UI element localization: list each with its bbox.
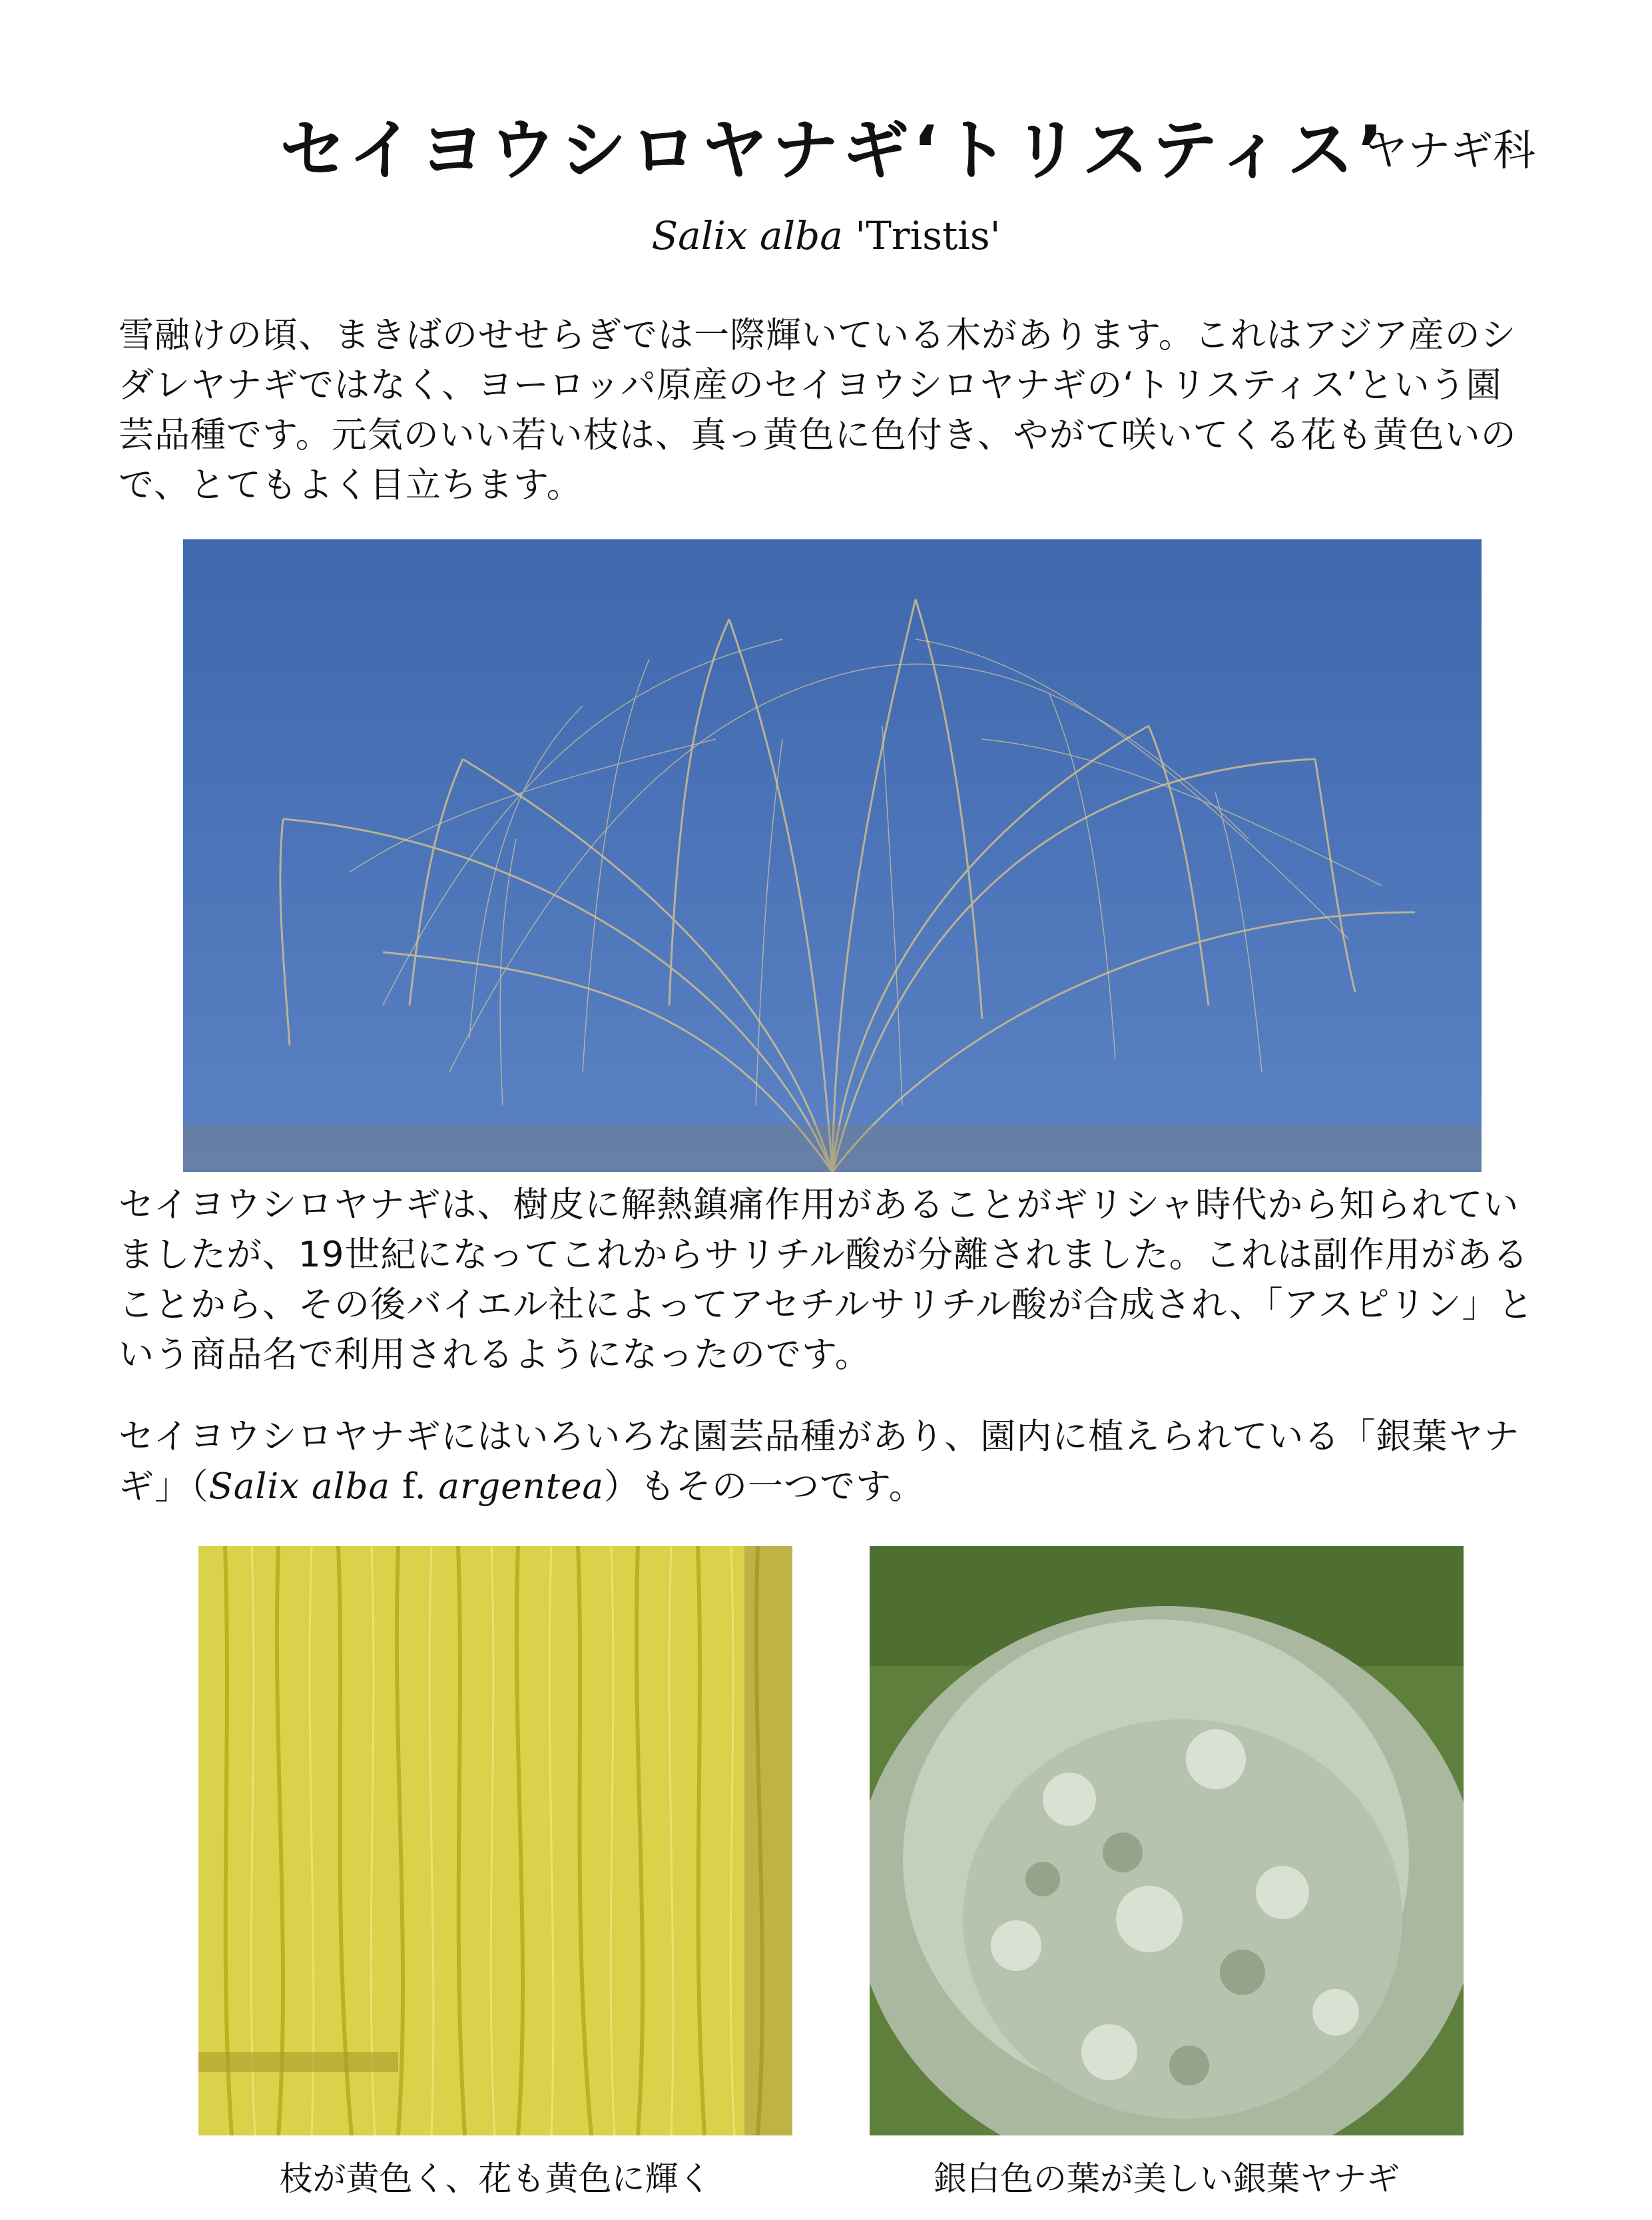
caption-yellow-willow: 枝が黄色く、花も黄色に輝く bbox=[279, 2159, 712, 2198]
title-row bbox=[280, 97, 1545, 190]
cultivar-paragraph-text: セイヨウシロヤナギにはいろいろな園芸品種があり、園内に植えられている「銀葉ヤナギ」（ bbox=[119, 1416, 1520, 1507]
sci-genus-inline: Salix alba bbox=[208, 1466, 391, 1507]
intro-paragraph: 雪融けの頃、まきばのせせらぎでは一際輝いている木があります。これはアジア産のシダレヤナギではなく、ヨーロッパ原産のセイヨウシロヤナギの‘トリスティス’という園芸品種です。元気のいい若い枝は、真っ黄色に色付き、やがて咲いてくる花も黄色いので、とてもよく目立ちます。 bbox=[119, 315, 1517, 505]
scientific-name-cultivar: 'Tristis' bbox=[855, 213, 1001, 258]
cultivar-paragraph-end: ）もその一つです。 bbox=[604, 1466, 925, 1507]
page-title: セイヨウシロヤナギ‘トリスティス’ bbox=[280, 111, 1387, 189]
family-name: ヤナギ科 bbox=[1365, 127, 1535, 176]
cultivar-paragraph bbox=[119, 1412, 1537, 1512]
sci-f-inline: f. bbox=[390, 1466, 439, 1507]
scientific-name-genus: Salix alba bbox=[651, 213, 843, 258]
caption-silver-willow: 銀白色の葉が美しい銀葉ヤナギ bbox=[934, 2159, 1400, 2198]
sci-form-inline: argentea bbox=[438, 1466, 605, 1507]
yellow-willow-photo bbox=[198, 1546, 792, 2135]
silver-willow-photo bbox=[870, 1546, 1464, 2135]
aspirin-paragraph: セイヨウシロヤナギは、樹皮に解熱鎮痛作用があることがギリシャ時代から知られていましたが、19世紀になってこれからサリチル酸が分離されました。これは副作用があることから、その後バイエル社によってアセチルサリチル酸が合成され、「アスピリン」という商品名で利用されるようになったのです。 bbox=[119, 1185, 1534, 1375]
scientific-name bbox=[0, 213, 1652, 258]
tree-photo-main bbox=[183, 539, 1482, 1172]
